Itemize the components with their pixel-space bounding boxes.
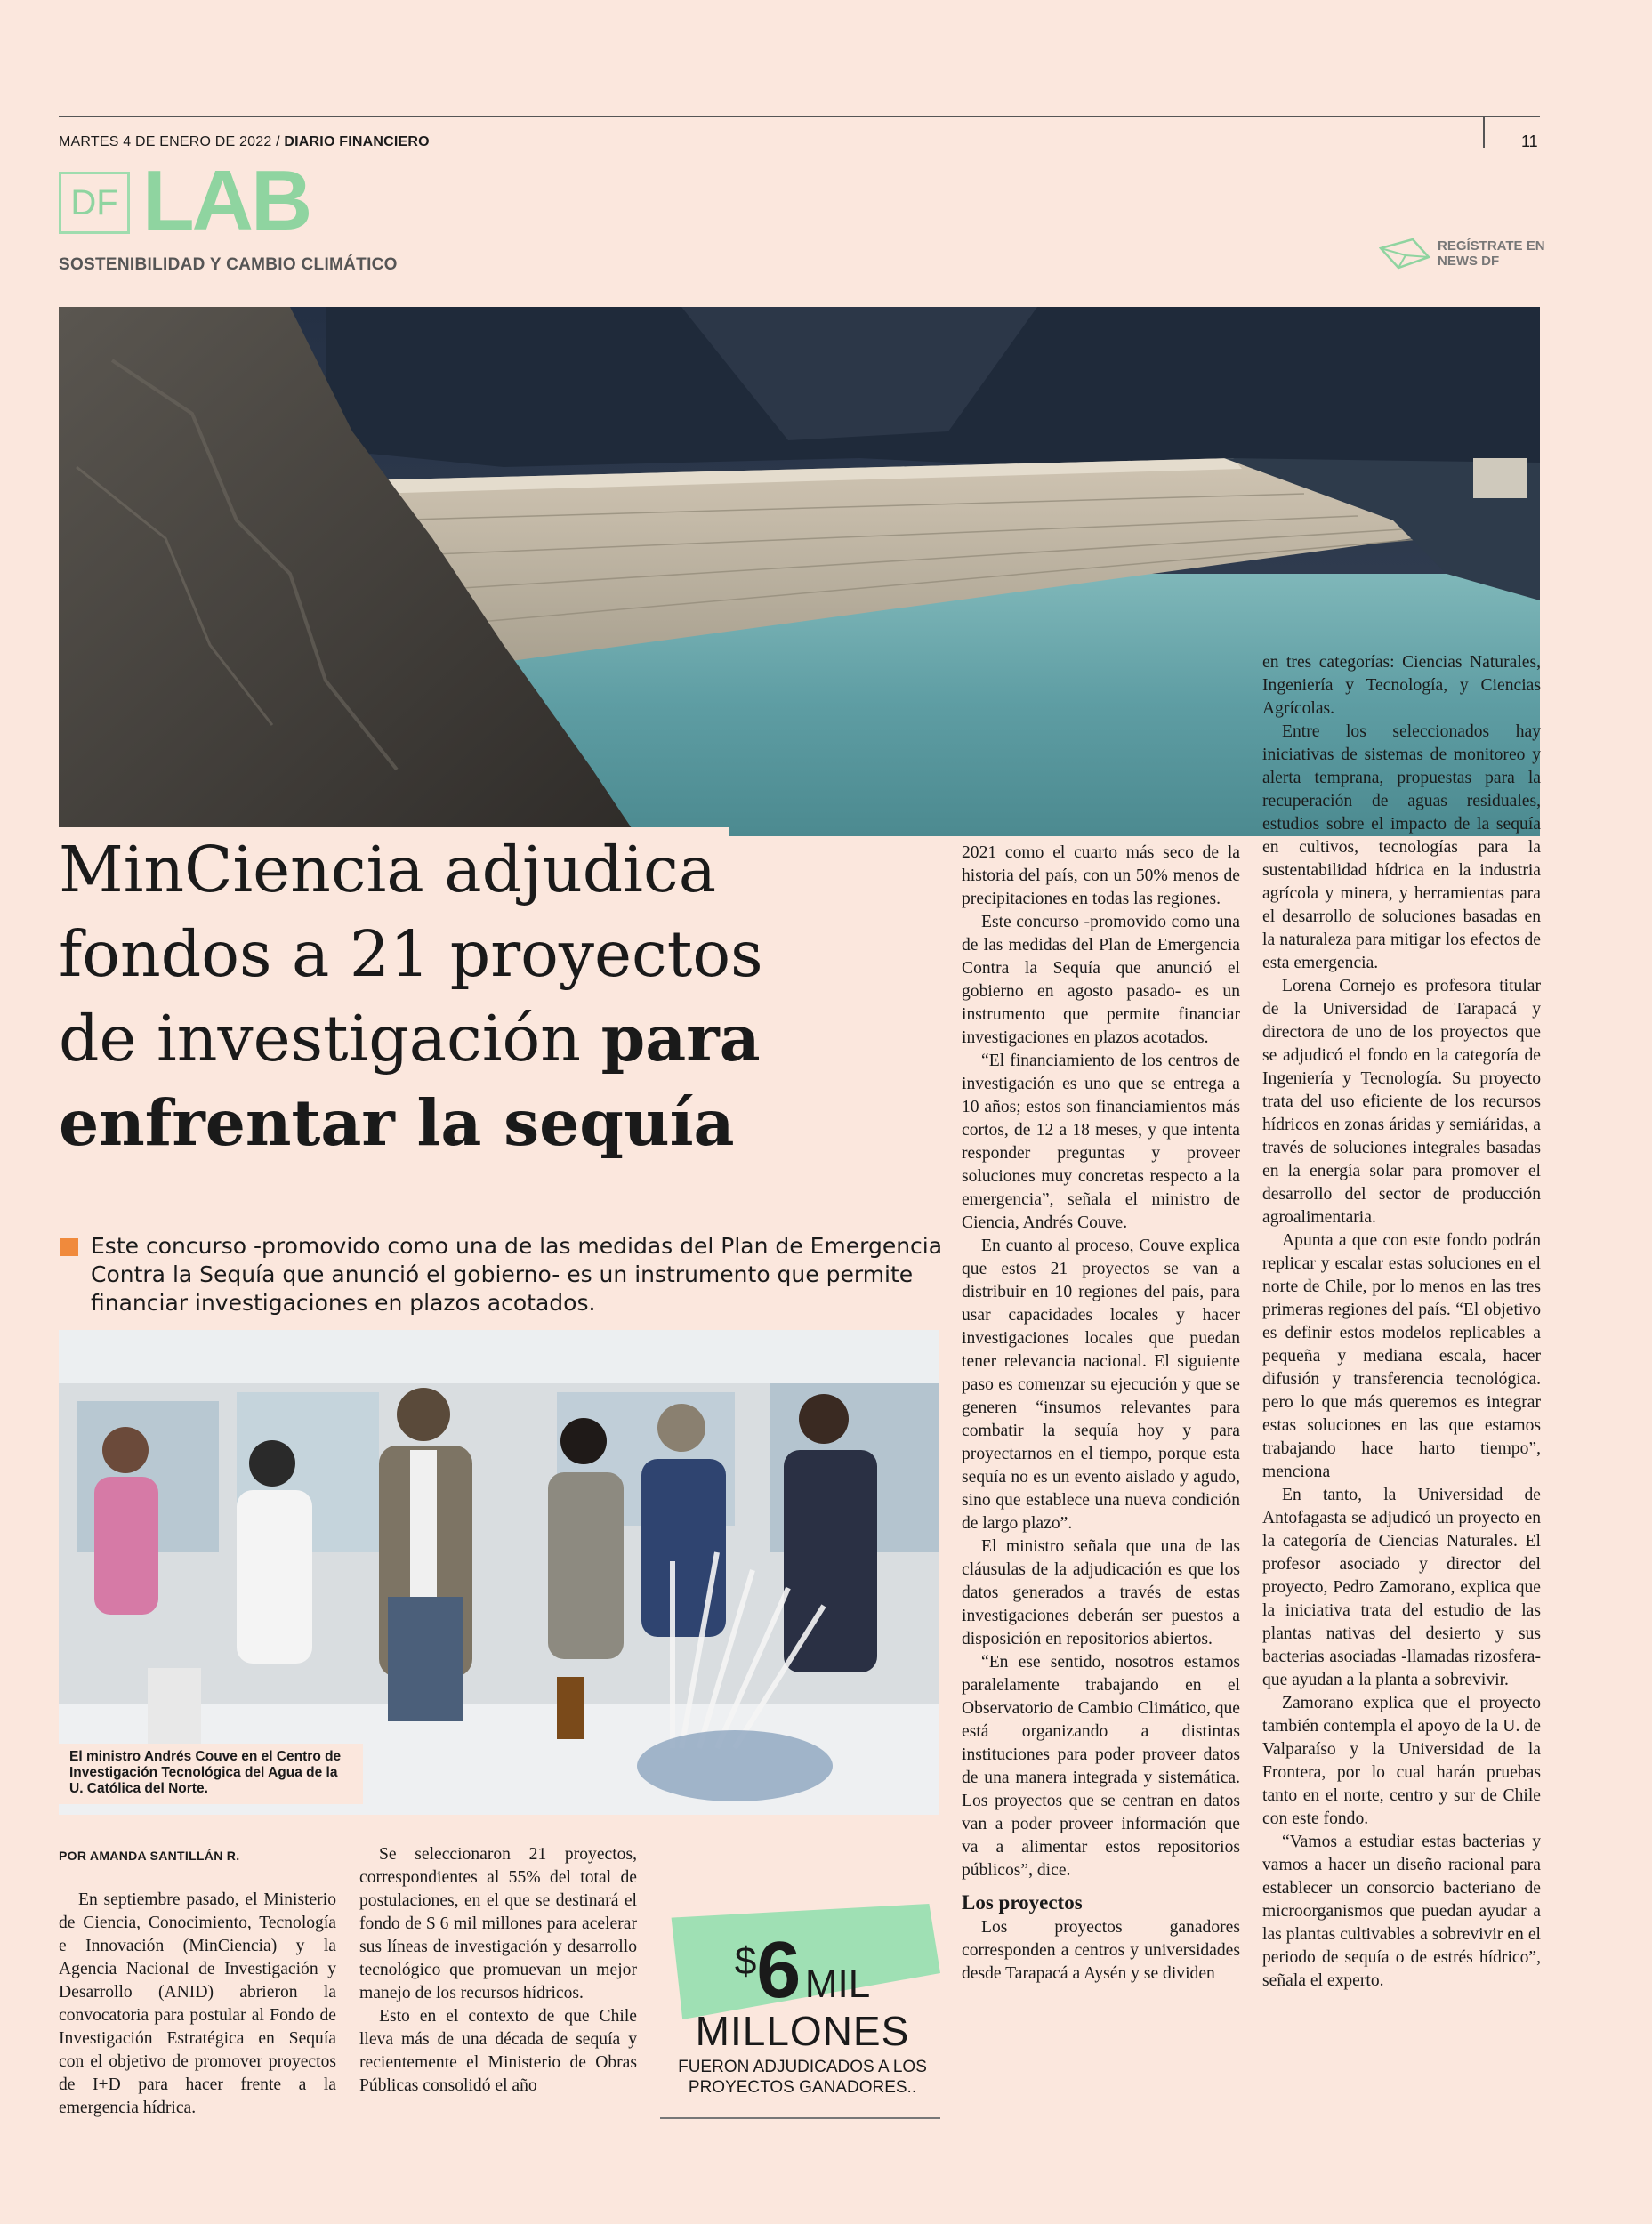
- deck: Este concurso -promovido como una de las medidas del Plan de Emergencia Contra la Sequía que anunció el gobierno- es un instrumento que permite financiar investigaciones en plazos acotados.: [91, 1233, 943, 1316]
- headline: MinCiencia adjudica fondos a 21 proyectos de investigación para enfrentar la sequía: [59, 827, 957, 1165]
- paragraph: “En ese sentido, nosotros estamos paralelamente trabajando en el Observatorio de Cambio Climático, que está organizando a distintas instituciones para poder proveer datos de una manera integrada y sistemática. Los proyectos que se centran en datos van a poder proveer información que va a alimentar estos repositorios públicos”, dice.: [962, 1653, 1240, 1880]
- column-4: [1262, 651, 1541, 1993]
- paragraph: En septiembre pasado, el Ministerio de Ciencia, Conocimiento, Tecnología e Innovación (MinCiencia) y la Agencia Nacional de Investigación y Desarrollo (ANID) abrieron la convocatoria para postular al Fondo de Investigación Estratégica en Sequía con el objetivo de promover proyectos de I+D para hacer frente a la emergencia hídrica.: [59, 1890, 336, 2117]
- paragraph: Este concurso -promovido como una de las medidas del Plan de Emergencia Contra la Sequía que anunció el gobierno en agosto pasado- es un instrumento que permite financiar investigaciones en plazos acotados.: [962, 913, 1240, 1047]
- lab-logo: LAB: [142, 153, 310, 248]
- photo-caption: El ministro Andrés Couve en el Centro de Investigación Tecnológica del Agua de la U. Católica del Norte.: [59, 1744, 363, 1804]
- paragraph: 2021 como el cuarto más seco de la historia del país, con un 50% menos de precipitaciones en todas las regiones.: [962, 843, 1240, 908]
- bullet-square-icon: [60, 1238, 78, 1256]
- paragraph: Los proyectos ganadores corresponden a centros y universidades desde Tarapacá a Aysén y se dividen: [962, 1918, 1240, 1983]
- callout-subtitle: FUERON ADJUDICADOS A LOS PROYECTOS GANADORES..: [678, 2058, 927, 2097]
- paper-plane-icon: [1379, 236, 1430, 271]
- paragraph: En tanto, la Universidad de Antofagasta se adjudicó un proyecto en la categoría de Ciencias Naturales. El profesor asociado y director del proyecto, Pedro Zamorano, explica que la iniciativa trata del estudio de las plantas nativas del desierto y sus bacterias asociadas -llamadas rizosfera- que ayudan a la planta a sobrevivir.: [1262, 1486, 1541, 1689]
- callout-millones: MILLONES: [695, 2008, 910, 2054]
- register-link[interactable]: REGÍSTRATE EN NEWS DF: [1379, 236, 1545, 271]
- column-3: [962, 842, 1240, 1986]
- callout-rule: [660, 2117, 940, 2119]
- lab-photo: [59, 1330, 939, 1815]
- paragraph: Apunta a que con este fondo podrán replicar y escalar estas soluciones en el norte de Chile, por lo menos en las tres primeras regiones del país. “El objetivo es definir estos modelos replicables a pequeña y mediana escala, hacer difusión y transferencia tecnológica. pero lo que más queremos es integrar estas soluciones en las que estamos trabajando hace harto tiempo”, menciona: [1262, 1231, 1541, 1481]
- paragraph: “Vamos a estudiar estas bacterias y vamos a hacer un diseño racional para establecer un consorcio bacteriano de microorganismos que puedan ayudar a las plantas cultivables a sobrevivir en el periodo de sequía o de estrés hídrico”, señala el experto.: [1262, 1833, 1541, 1990]
- paragraph: Zamorano explica que el proyecto también contempla el apoyo de la U. de Valparaíso y la Universidad de la Frontera, por lo cual harán pruebas tanto en el norte, centro y sur de Chile con este fondo.: [1262, 1694, 1541, 1828]
- paragraph: “El financiamiento de los centros de investigación es uno que se entrega a 10 años; estos son financiamientos más cortos, de 12 a 18 meses, y que intenta responder preguntas y proveer soluciones muy concretas respecto a la emergencia”, señala el ministro de Ciencia, Andrés Couve.: [962, 1052, 1240, 1232]
- callout-amount: $6 MIL: [734, 1926, 871, 2015]
- paragraph: El ministro señala que una de las cláusulas de la adjudicación es que los datos generados a través de estas investigaciones deberán ser puestos a disposición en repositorios abiertos.: [962, 1537, 1240, 1648]
- paragraph: Esto en el contexto de que Chile lleva más de una década de sequía y recientemente el Ministerio de Obras Públicas consolidó el año: [359, 2007, 637, 2095]
- column-1: [59, 1889, 336, 2120]
- df-logo: DF: [59, 172, 130, 234]
- paragraph: En cuanto al proceso, Couve explica que estos 21 proyectos se van a distribuir en 10 regiones del país, para usar capacidades locales y hacer investigaciones locales que puedan tener relevancia nacional. El siguiente paso es comenzar su ejecución y que se generen “insumos relevantes para combatir la sequía hoy y para proyectarnos en el tiempo, porque esta sequía no es un evento aislado y agudo, sino que establece una nueva condición de largo plazo”.: [962, 1237, 1240, 1533]
- dateline: MARTES 4 DE ENERO DE 2022 / DIARIO FINANCIERO: [59, 134, 430, 149]
- byline: POR AMANDA SANTILLÁN R.: [59, 1849, 240, 1863]
- section-title: SOSTENIBILIDAD Y CAMBIO CLIMÁTICO: [59, 255, 398, 274]
- column-2: [359, 1843, 637, 2098]
- paragraph: en tres categorías: Ciencias Naturales, Ingeniería y Tecnología, y Ciencias Agrícolas.: [1262, 653, 1541, 718]
- paragraph: Entre los seleccionados hay iniciativas de sistemas de monitoreo y alerta temprana, propuestas para la recuperación de aguas residuales, estudios sobre el impacto de la sequía en cultivos, tecnologías para la sustentabilidad hídrica en la industria agrícola y minera, y herramientas para el desarrollo de soluciones basadas en la naturaleza para mitigar los efectos de esta emergencia.: [1262, 722, 1541, 972]
- paragraph: Lorena Cornejo es profesora titular de la Universidad de Tarapacá y directora de uno de los proyectos que se adjudicó el fondo en la categoría de Ingeniería y Tecnología. Su proyecto trata del uso eficiente de los recursos hídricos en zonas áridas y semiáridas, a través de soluciones integrales basadas en la energía solar para promover el desarrollo del sector de producción agroalimentaria.: [1262, 977, 1541, 1227]
- paper-name: DIARIO FINANCIERO: [284, 134, 430, 149]
- subhead: Los proyectos: [962, 1891, 1083, 1914]
- header-divider: [1483, 117, 1485, 148]
- date: MARTES 4 DE ENERO DE 2022: [59, 134, 272, 149]
- paragraph: Se seleccionaron 21 proyectos, correspondientes al 55% del total de postulaciones, en el que se destinará el fondo de $ 6 mil millones para acelerar sus líneas de investigación y desarrollo tecnológico que promuevan un mejor manejo de los recursos hídricos.: [359, 1845, 637, 2002]
- page-number: 11: [1521, 133, 1538, 150]
- header-rule: [59, 116, 1540, 117]
